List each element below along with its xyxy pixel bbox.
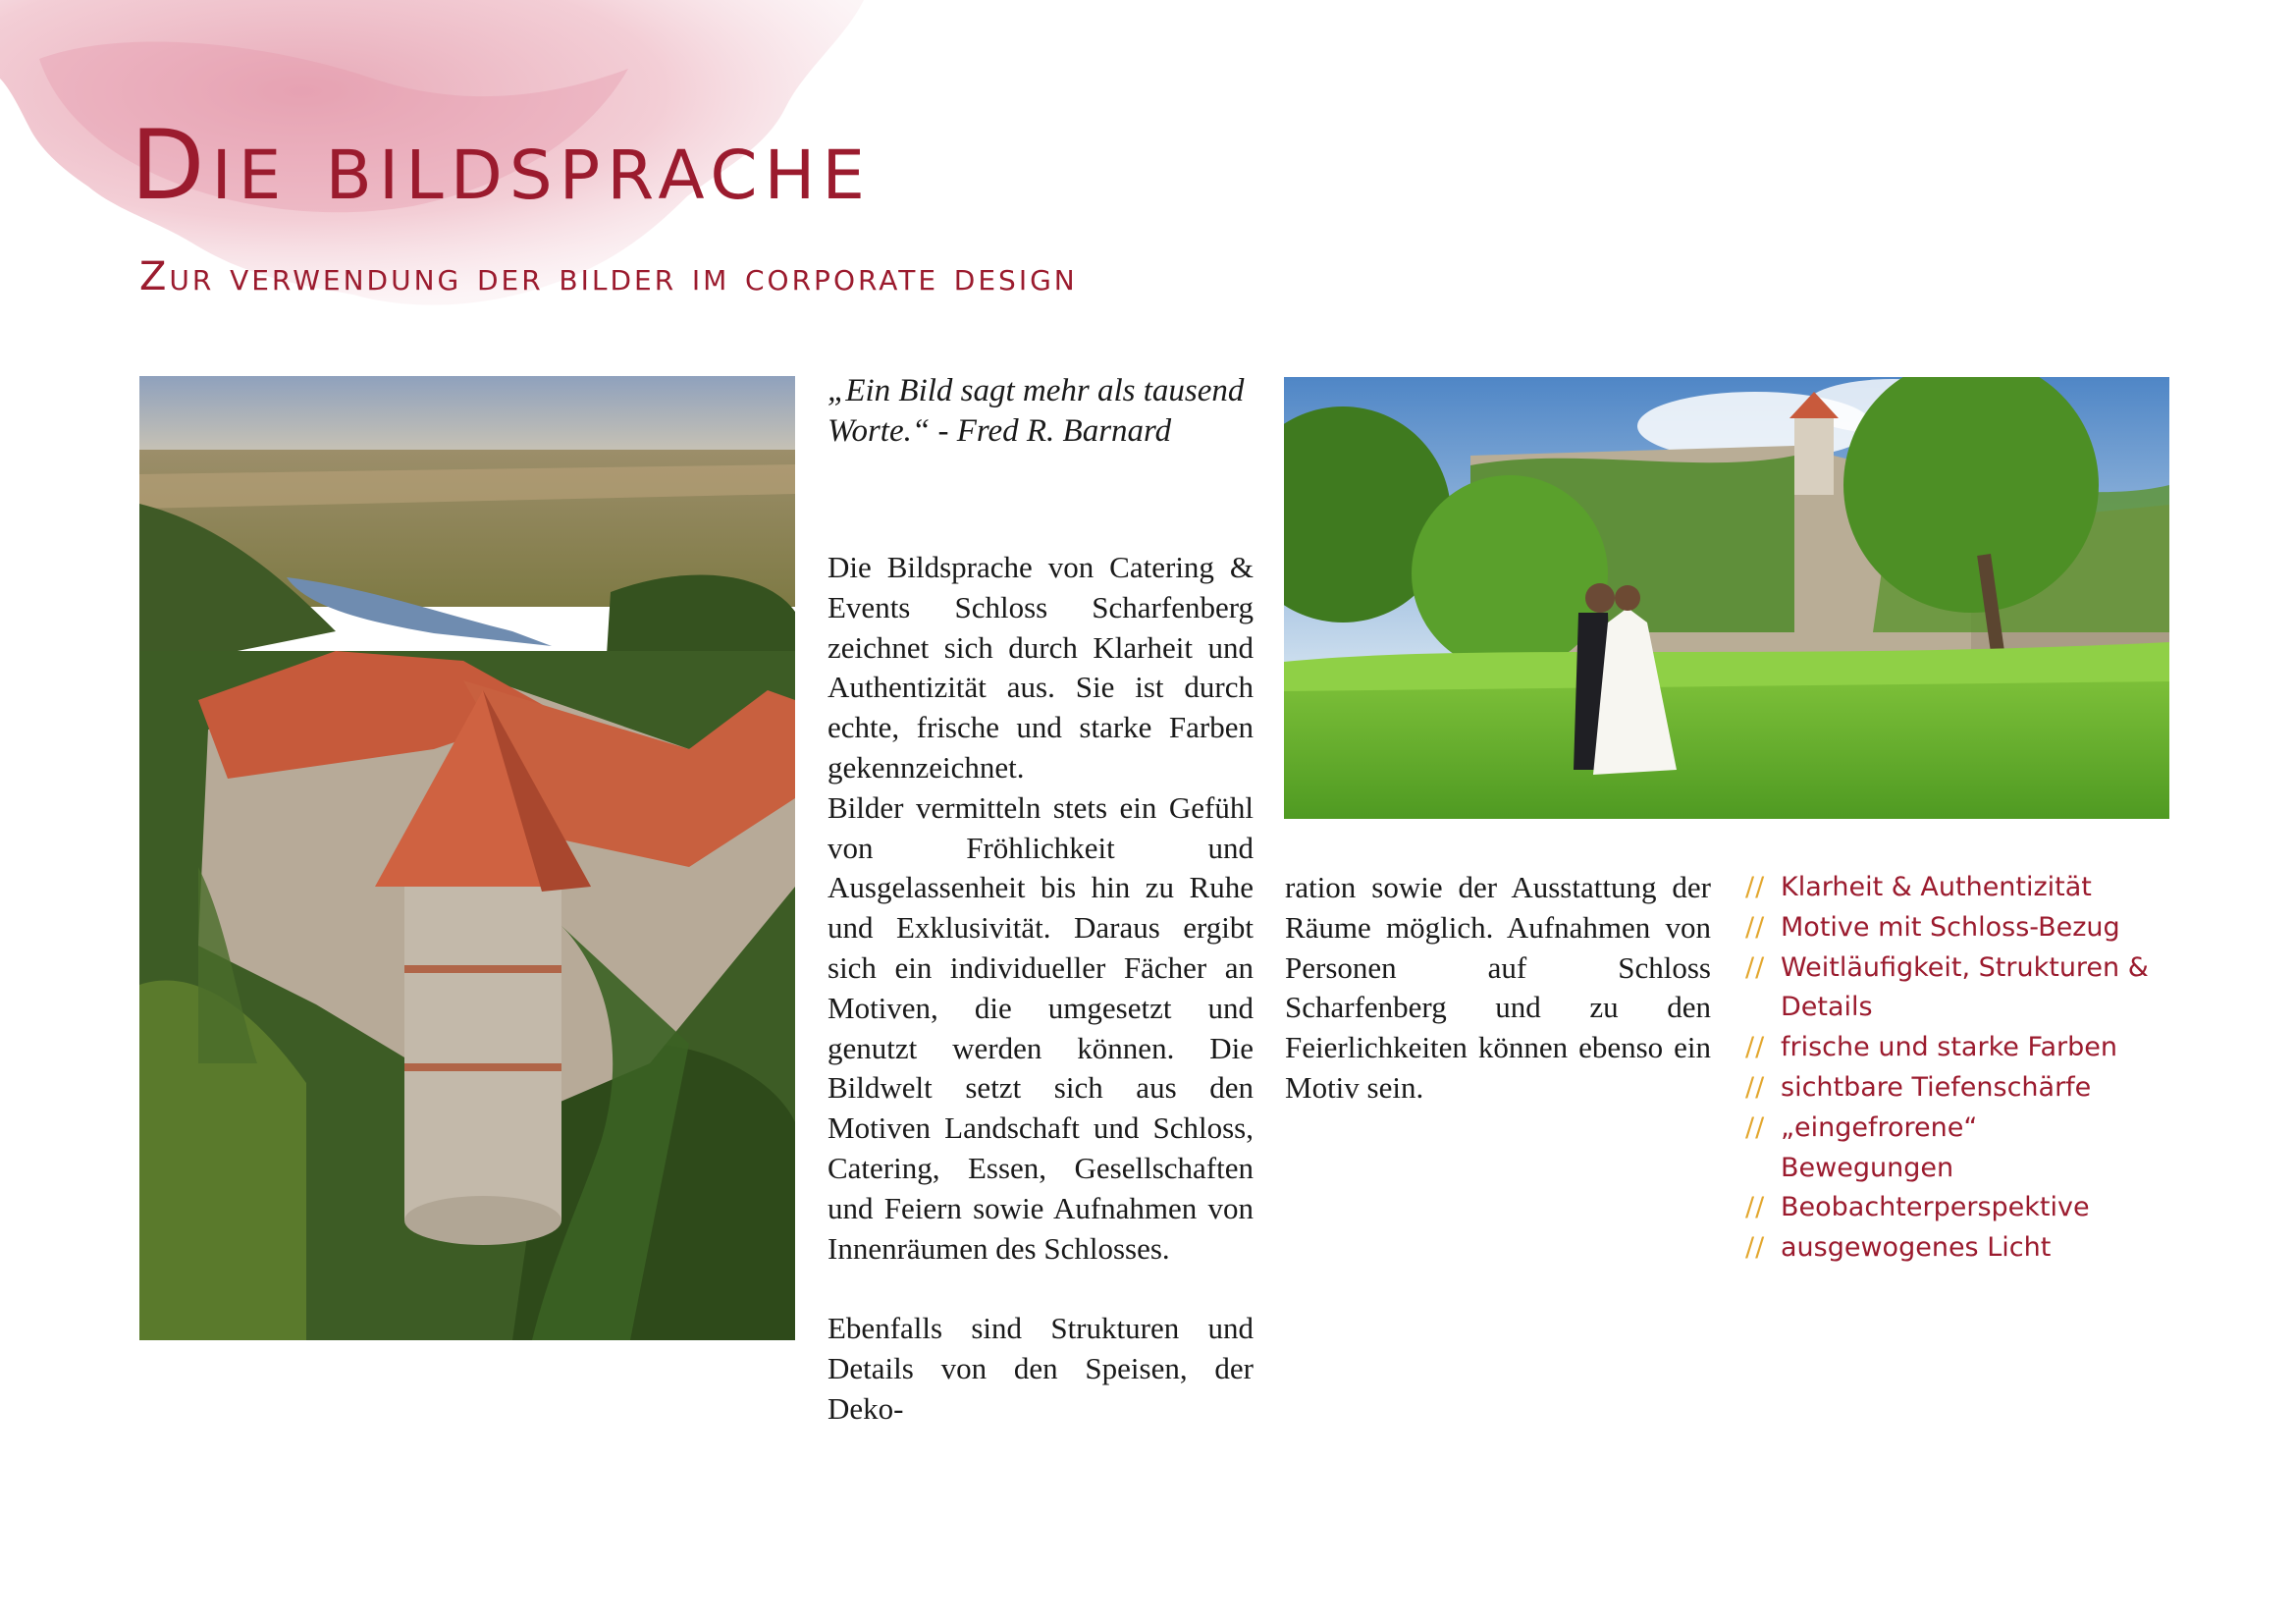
slash-marker: // (1745, 1111, 1766, 1143)
details-paragraph: Ebenfalls sind Strukturen und Details von den Speisen, der Deko- (828, 1311, 1254, 1426)
continued-paragraph: ration sowie der Ausstattung der Räume möglich. Aufnahmen von Personen auf Schloss Scharfenberg und zu den Feierlichkeiten können ebenso ein Motiv sein. (1285, 870, 1711, 1105)
wedding-couple-photo (1284, 377, 2169, 819)
slash-marker: // (1745, 1232, 1766, 1264)
list-item: // Weitläufigkeit, Strukturen & Details (1745, 948, 2158, 1029)
body-text-column-2 (1285, 868, 1711, 1109)
list-item: // Motive mit Schloss-Bezug (1745, 908, 2158, 948)
key-attributes-list (1745, 868, 2158, 1269)
quote: „Ein Bild sagt mehr als tausend Worte.“ - Fred R. Barnard (828, 373, 1245, 449)
slash-marker: // (1745, 1192, 1766, 1223)
slash-marker: // (1745, 1032, 1766, 1063)
slash-marker: // (1745, 911, 1766, 943)
motives-paragraph: Bilder vermitteln stets ein Gefühl von Fröhlichkeit und Ausgelassenheit bis hin zu Ruhe und Exklusivität. Daraus ergibt sich ein individueller Fächer an Motiven, die umgesetzt und genutzt werden können. Die Bildwelt setzt sich aus den Motiven Landschaft und Schloss, Catering, Essen, Gesellschaften und Feiern sowie Aufnahmen von Innenräumen des Schlosses. (828, 789, 1254, 1266)
body-text-column-1 (828, 548, 1254, 1430)
intro-paragraph: Die Bildsprache von Catering & Events Schloss Scharfenberg zeichnet sich durch Klarheit und Authentizität aus. Sie ist durch echte, frische und starke Farben gekennzeichnet. (828, 550, 1254, 785)
page-subtitle: Zur verwendung der bilder im corporate design (139, 254, 1078, 299)
list-item: // Beobachterperspektive (1745, 1188, 2158, 1228)
list-item: // frische und starke Farben (1745, 1028, 2158, 1068)
list-item: // sichtbare Tiefenschärfe (1745, 1068, 2158, 1109)
page-title: Die bildsprache (131, 110, 873, 222)
slash-marker: // (1745, 1071, 1766, 1103)
slash-marker: // (1745, 951, 1766, 983)
list-item: // ausgewogenes Licht (1745, 1228, 2158, 1269)
slash-marker: // (1745, 872, 1766, 902)
castle-aerial-photo (139, 376, 795, 1340)
list-item: // Klarheit & Authentizität (1745, 868, 2158, 908)
list-item: // „eingefrorene“ Bewegungen (1745, 1109, 2158, 1189)
